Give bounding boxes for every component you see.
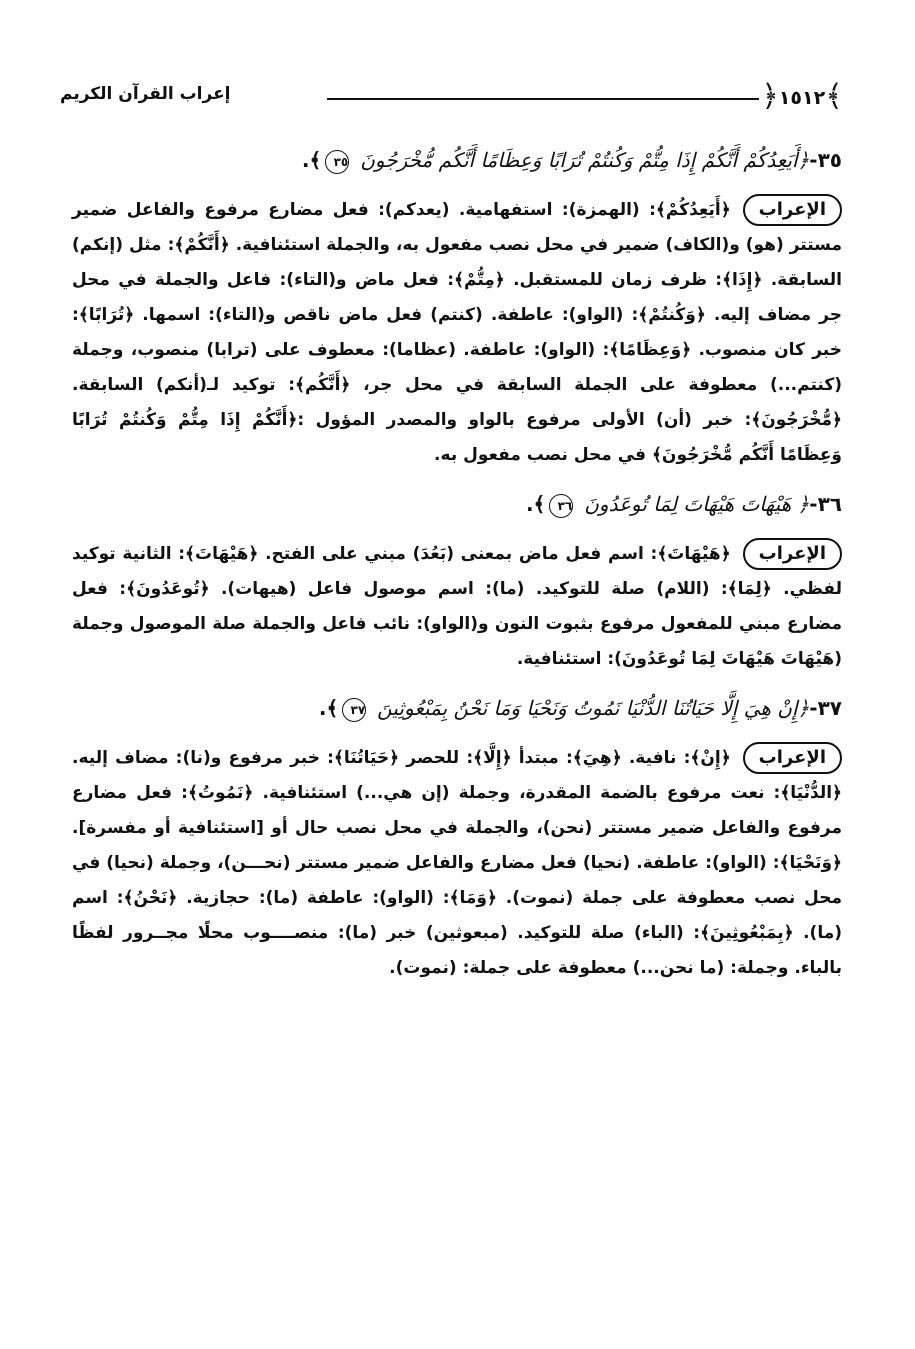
verse-close: ﴾. (525, 492, 546, 516)
verse-end-marker-icon: ٣٦ (549, 494, 573, 518)
verse-number: ٣٥- (809, 148, 842, 172)
verse-37 (72, 691, 842, 725)
irab-paragraph-37 (72, 741, 842, 986)
page-number-box (758, 78, 846, 112)
verse-close: ﴾. (301, 148, 322, 172)
verse-end-marker-icon: ٣٧ (342, 698, 366, 722)
irab-label: الإعراب (743, 194, 842, 226)
verse-text: ﴿ هَيْهَاتَ هَيْهَاتَ لِمَا تُوعَدُونَ (584, 492, 810, 516)
verse-end-marker-icon: ٣٥ (325, 150, 349, 174)
verse-35 (72, 143, 842, 177)
irab-paragraph-36 (72, 537, 842, 677)
verse-number: ٣٧- (809, 696, 842, 720)
verse-close: ﴾. (318, 696, 339, 720)
page-body (72, 143, 842, 1000)
irab-text: ﴿أَيَعِدُكُمْ﴾: (الهمزة): استفهامية. (يعدكم): فعل مضارع مرفوع والفاعل ضمير مستتر (هو) و(الكاف) ضمير في محل نصب مفعول به، والجملة استئنافية. ﴿أَنَّكُمْ﴾: مثل (إنكم) السابقة. ﴿إِذَا﴾: ظرف زمان للمستقبل. ﴿مِتُّمْ﴾: فعل ماض و(التاء): فاعل والجملة في محل جر مضاف إليه. ﴿وَكُنتُمْ﴾: (الواو): عاطفة. (كنتم) فعل ماض ناقص و(التاء): اسمها. ﴿تُرَابًا﴾: خبر كان منصوب. ﴿وَعِظَامًا﴾: (الواو): عاطفة. (عظاما): معطوف على (ترابا) منصوب، وجملة (كنتم...) معطوفة على الجملة السابقة في محل جر، ﴿أَنَّكُم﴾: توكيد لـ(أنكم) السابقة. ﴿مُّخْرَجُونَ﴾: خبر (أن) الأولى مرفوع بالواو والمصدر المؤول :﴿أَنَّكُمْ إِذَا مِتُّمْ وَكُنتُمْ تُرَابًا وَعِظَامًا أَنَّكُم مُّخْرَجُونَ﴾ في محل نصب مفعول به. (72, 200, 842, 465)
verse-36 (72, 487, 842, 521)
verse-text: ﴿أَيَعِدُكُمْ أَنَّكُمْ إِذَا مِتُّمْ وَكُنتُمْ تُرَابًا وَعِظَامًا أَنَّكُم مُّخْرَجُونَ (360, 148, 810, 172)
irab-label: الإعراب (743, 538, 842, 570)
header-rule (327, 98, 759, 100)
irab-text: ﴿هَيْهَاتَ﴾: اسم فعل ماض بمعنى (بَعُدَ) مبني على الفتح. ﴿هَيْهَاتَ﴾: الثانية توكيد لفظي. ﴿لِمَا﴾: (اللام) صلة للتوكيد. (ما): اسم موصول فاعل (هيهات). ﴿تُوعَدُونَ﴾: فعل مضارع مبني للمفعول مرفوع بثبوت النون و(الواو): نائب فاعل والجملة صلة الموصول وجملة (هَيْهَاتَ هَيْهَاتَ لِمَا تُوعَدُونَ): استئنافية. (72, 544, 842, 669)
irab-label: الإعراب (743, 742, 842, 774)
irab-paragraph-35 (72, 193, 842, 473)
verse-number: ٣٦- (809, 492, 842, 516)
bracket-left-icon: ﴿ (761, 79, 779, 114)
page-number: ١٥١٢ (778, 87, 826, 109)
verse-text: ﴿إِنْ هِيَ إِلَّا حَيَاتُنَا الدُّنْيَا نَمُوتُ وَنَحْيَا وَمَا نَحْنُ بِمَبْعُوثِينَ (377, 696, 810, 720)
book-title: إعراب القرآن الكريم (60, 84, 231, 104)
page-header (60, 78, 850, 118)
irab-text: ﴿إِنْ﴾: نافية. ﴿هِيَ﴾: مبتدأ ﴿إِلَّا﴾: للحصر ﴿حَيَاتُنَا﴾: خبر مرفوع و(نا): مضاف إليه. ﴿الدُّنْيَا﴾: نعت مرفوع بالضمة المقدرة، وجملة (إن هي...) استئنافية. ﴿نَمُوتُ﴾: فعل مضارع مرفوع والفاعل ضمير مستتر (نحن)، والجملة في محل نصب حال أو [استئنافية أو مفسرة]. ﴿وَنَحْيَا﴾: (الواو): عاطفة. (نحيا) فعل مضارع والفاعل ضمير مستتر (نحـــن)، وجملة (نحيا) في محل نصب معطوفة على جملة (نموت). ﴿وَمَا﴾: (الواو): عاطفة (ما): حجازية. ﴿نَحْنُ﴾: اسم (ما). ﴿بِمَبْعُوثِينَ﴾: (الباء) صلة للتوكيد. (مبعوثين) خبر (ما): منصــــوب محلًا مجــرور لفظًا بالباء. وجملة: (ما نحن...) معطوفة على جملة: (نموت). (72, 748, 842, 978)
bracket-right-icon: ﴾ (825, 79, 843, 114)
